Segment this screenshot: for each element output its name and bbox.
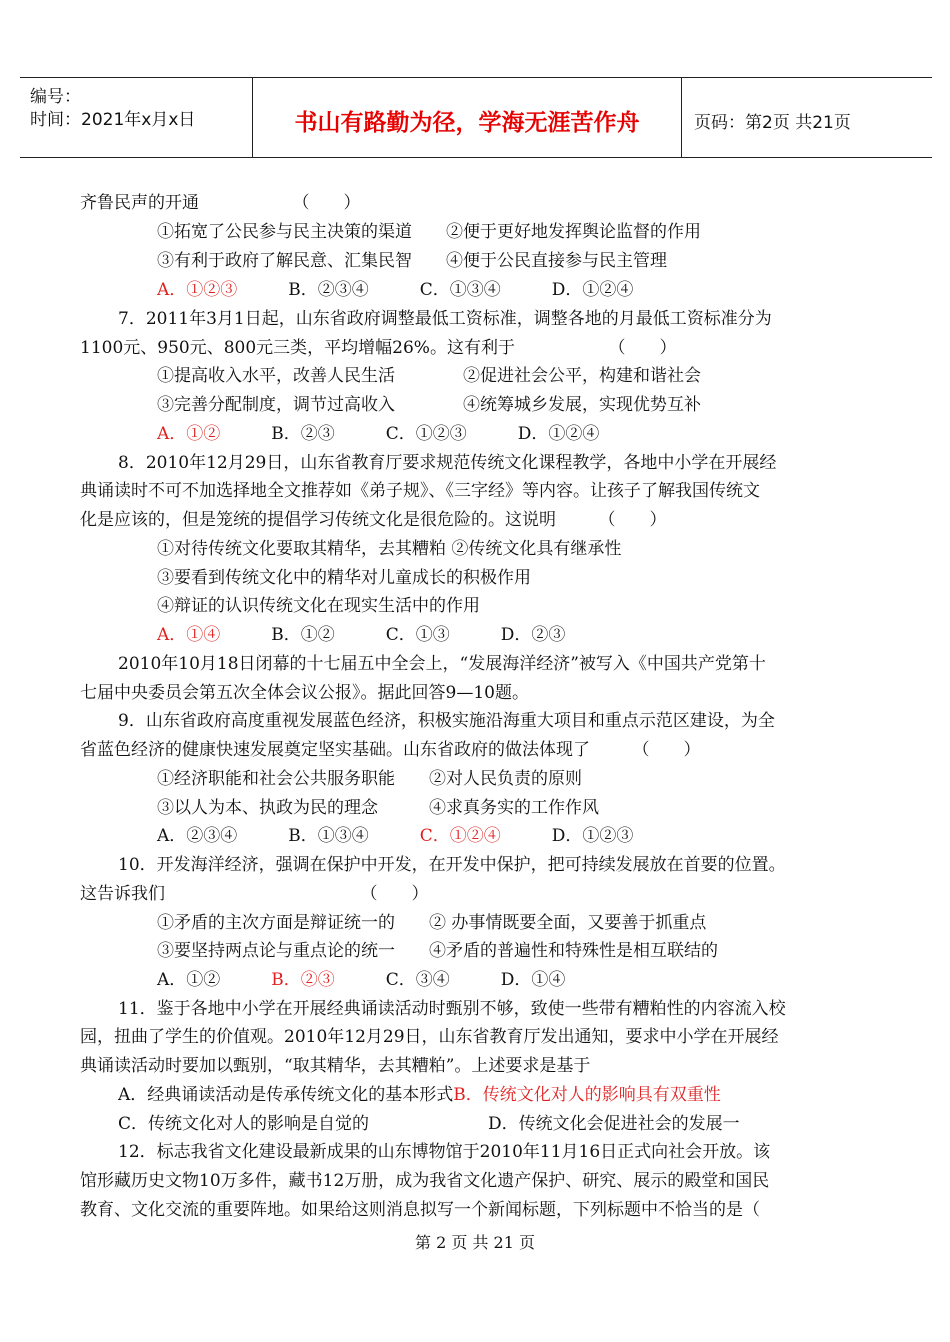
- header-page-cell: [682, 78, 932, 157]
- motto-text: 书山有路勤为径，学海无涯苦作舟: [294, 110, 640, 136]
- question-text: 12．标志我省文化建设最新成果的山东博物馆于2010年11月16日正式向社会开放。该: [118, 1142, 771, 1162]
- question-text: 教育、文化交流的重要阵地。如果给这则消息拟写一个新闻标题，下列标题中不恰当的是（: [80, 1200, 760, 1220]
- document-number-label: 编号：: [30, 87, 81, 107]
- choice-line: A．②③④ B．①③④ C．①②④ D．①②③: [157, 826, 634, 846]
- question-text: 馆形藏历史文物10万多件，藏书12万册，成为我省文化遗产保护、研究、展示的殿堂和国民: [80, 1171, 770, 1191]
- question-text: 8．2010年12月29日，山东省教育厅要求规范传统文化课程教学，各地中小学在开展经: [118, 453, 777, 473]
- question-text: 10．开发海洋经济，强调在保护中开发，在开发中保护，把可持续发展放在首要的位置。: [118, 855, 786, 875]
- option-line: ①矛盾的主次方面是辩证统一的 ② 办事情既要全面，又要善于抓重点: [157, 913, 707, 933]
- option-line: ④辩证的认识传统文化在现实生活中的作用: [157, 596, 480, 616]
- correct-answer: A．①②: [157, 424, 221, 444]
- header-info-cell: [20, 78, 253, 157]
- question-text: 1100元、950元、800元三类，平均增幅26%。这有利于 （ ）: [80, 338, 677, 358]
- option-line: ①拓宽了公民参与民主决策的渠道 ②便于更好地发挥舆论监督的作用: [157, 222, 701, 242]
- choice-line: A．①② B．②③ C．③④ D．①④: [157, 970, 566, 990]
- correct-answer: A．①④: [157, 625, 221, 645]
- question-text: 9．山东省政府高度重视发展蓝色经济，积极实施沿海重大项目和重点示范区建设，为全: [118, 711, 775, 731]
- question-text: 典诵读时不可不加选择地全文推荐如《弟子规》、《三字经》等内容。让孩子了解我国传统文: [80, 481, 760, 501]
- choice-line: A．经典诵读活动是传承传统文化的基本形式B．传统文化对人的影响具有双重性: [118, 1085, 721, 1105]
- correct-answer: B．②③: [271, 970, 335, 990]
- question-text: 这告诉我们 （ ）: [80, 884, 429, 904]
- choice-line: A．①② B．②③ C．①②③ D．①②④: [157, 424, 600, 444]
- page-number-label: 页码：第2页 共21页: [694, 113, 851, 133]
- option-line: ①对待传统文化要取其精华，去其糟粕 ②传统文化具有继承性: [157, 539, 622, 559]
- question-text: 7．2011年3月1日起，山东省政府调整最低工资标准，调整各地的月最低工资标准分为: [118, 309, 772, 329]
- option-line: ①提高收入水平，改善人民生活 ②促进社会公平，构建和谐社会: [157, 366, 701, 386]
- text-line: 齐鲁民声的开通 （ ）: [80, 193, 361, 213]
- page-header: [20, 77, 932, 158]
- question-text: 园，扭曲了学生的价值观。2010年12月29日，山东省教育厅发出通知，要求中小学在开展经: [80, 1027, 779, 1047]
- choice-line: C．传统文化对人的影响是自觉的 D．传统文化会促进社会的发展一: [118, 1114, 740, 1134]
- option-line: ③以人为本、执政为民的理念 ④求真务实的工作作风: [157, 798, 599, 818]
- option-line: ③要坚持两点论与重点论的统一 ④矛盾的普遍性和特殊性是相互联结的: [157, 941, 718, 961]
- option-line: ③要看到传统文化中的精华对儿童成长的积极作用: [157, 568, 531, 588]
- page-footer: 第 2 页 共 21 页: [415, 1233, 535, 1252]
- correct-answer: C．①②④: [419, 826, 501, 846]
- correct-answer: A．①②③: [157, 280, 238, 300]
- option-line: ③有利于政府了解民意、汇集民智 ④便于公民直接参与民主管理: [157, 251, 667, 271]
- header-motto-cell: [253, 78, 682, 157]
- correct-answer: B．传统文化对人的影响具有双重性: [453, 1085, 721, 1105]
- material-text: 七届中央委员会第五次全体会议公报》。据此回答9—10题。: [80, 683, 529, 703]
- material-text: 2010年10月18日闭幕的十七届五中全会上，“发展海洋经济”被写入《中国共产党第十: [118, 654, 766, 674]
- choice-line: A．①②③ B．②③④ C．①③④ D．①②④: [157, 280, 634, 300]
- choice-line: A．①④ B．①② C．①③ D．②③: [157, 625, 566, 645]
- option-line: ③完善分配制度，调节过高收入 ④统筹城乡发展，实现优势互补: [157, 395, 701, 415]
- question-text: 省蓝色经济的健康快速发展奠定坚实基础。山东省政府的做法体现了 （ ）: [80, 740, 701, 760]
- question-text: 11．鉴于各地中小学在开展经典诵读活动时甄别不够，致使一些带有糟粕性的内容流入校: [118, 999, 786, 1019]
- question-text: 典诵读活动时要加以甄别，“取其精华，去其糟粕”。上述要求是基于: [80, 1056, 591, 1076]
- question-text: 化是应该的，但是笼统的提倡学习传统文化是很危险的。这说明 （ ）: [80, 510, 667, 530]
- option-line: ①经济职能和社会公共服务职能 ②对人民负责的原则: [157, 769, 582, 789]
- document-time-label: 时间：2021年x月x日: [30, 110, 196, 130]
